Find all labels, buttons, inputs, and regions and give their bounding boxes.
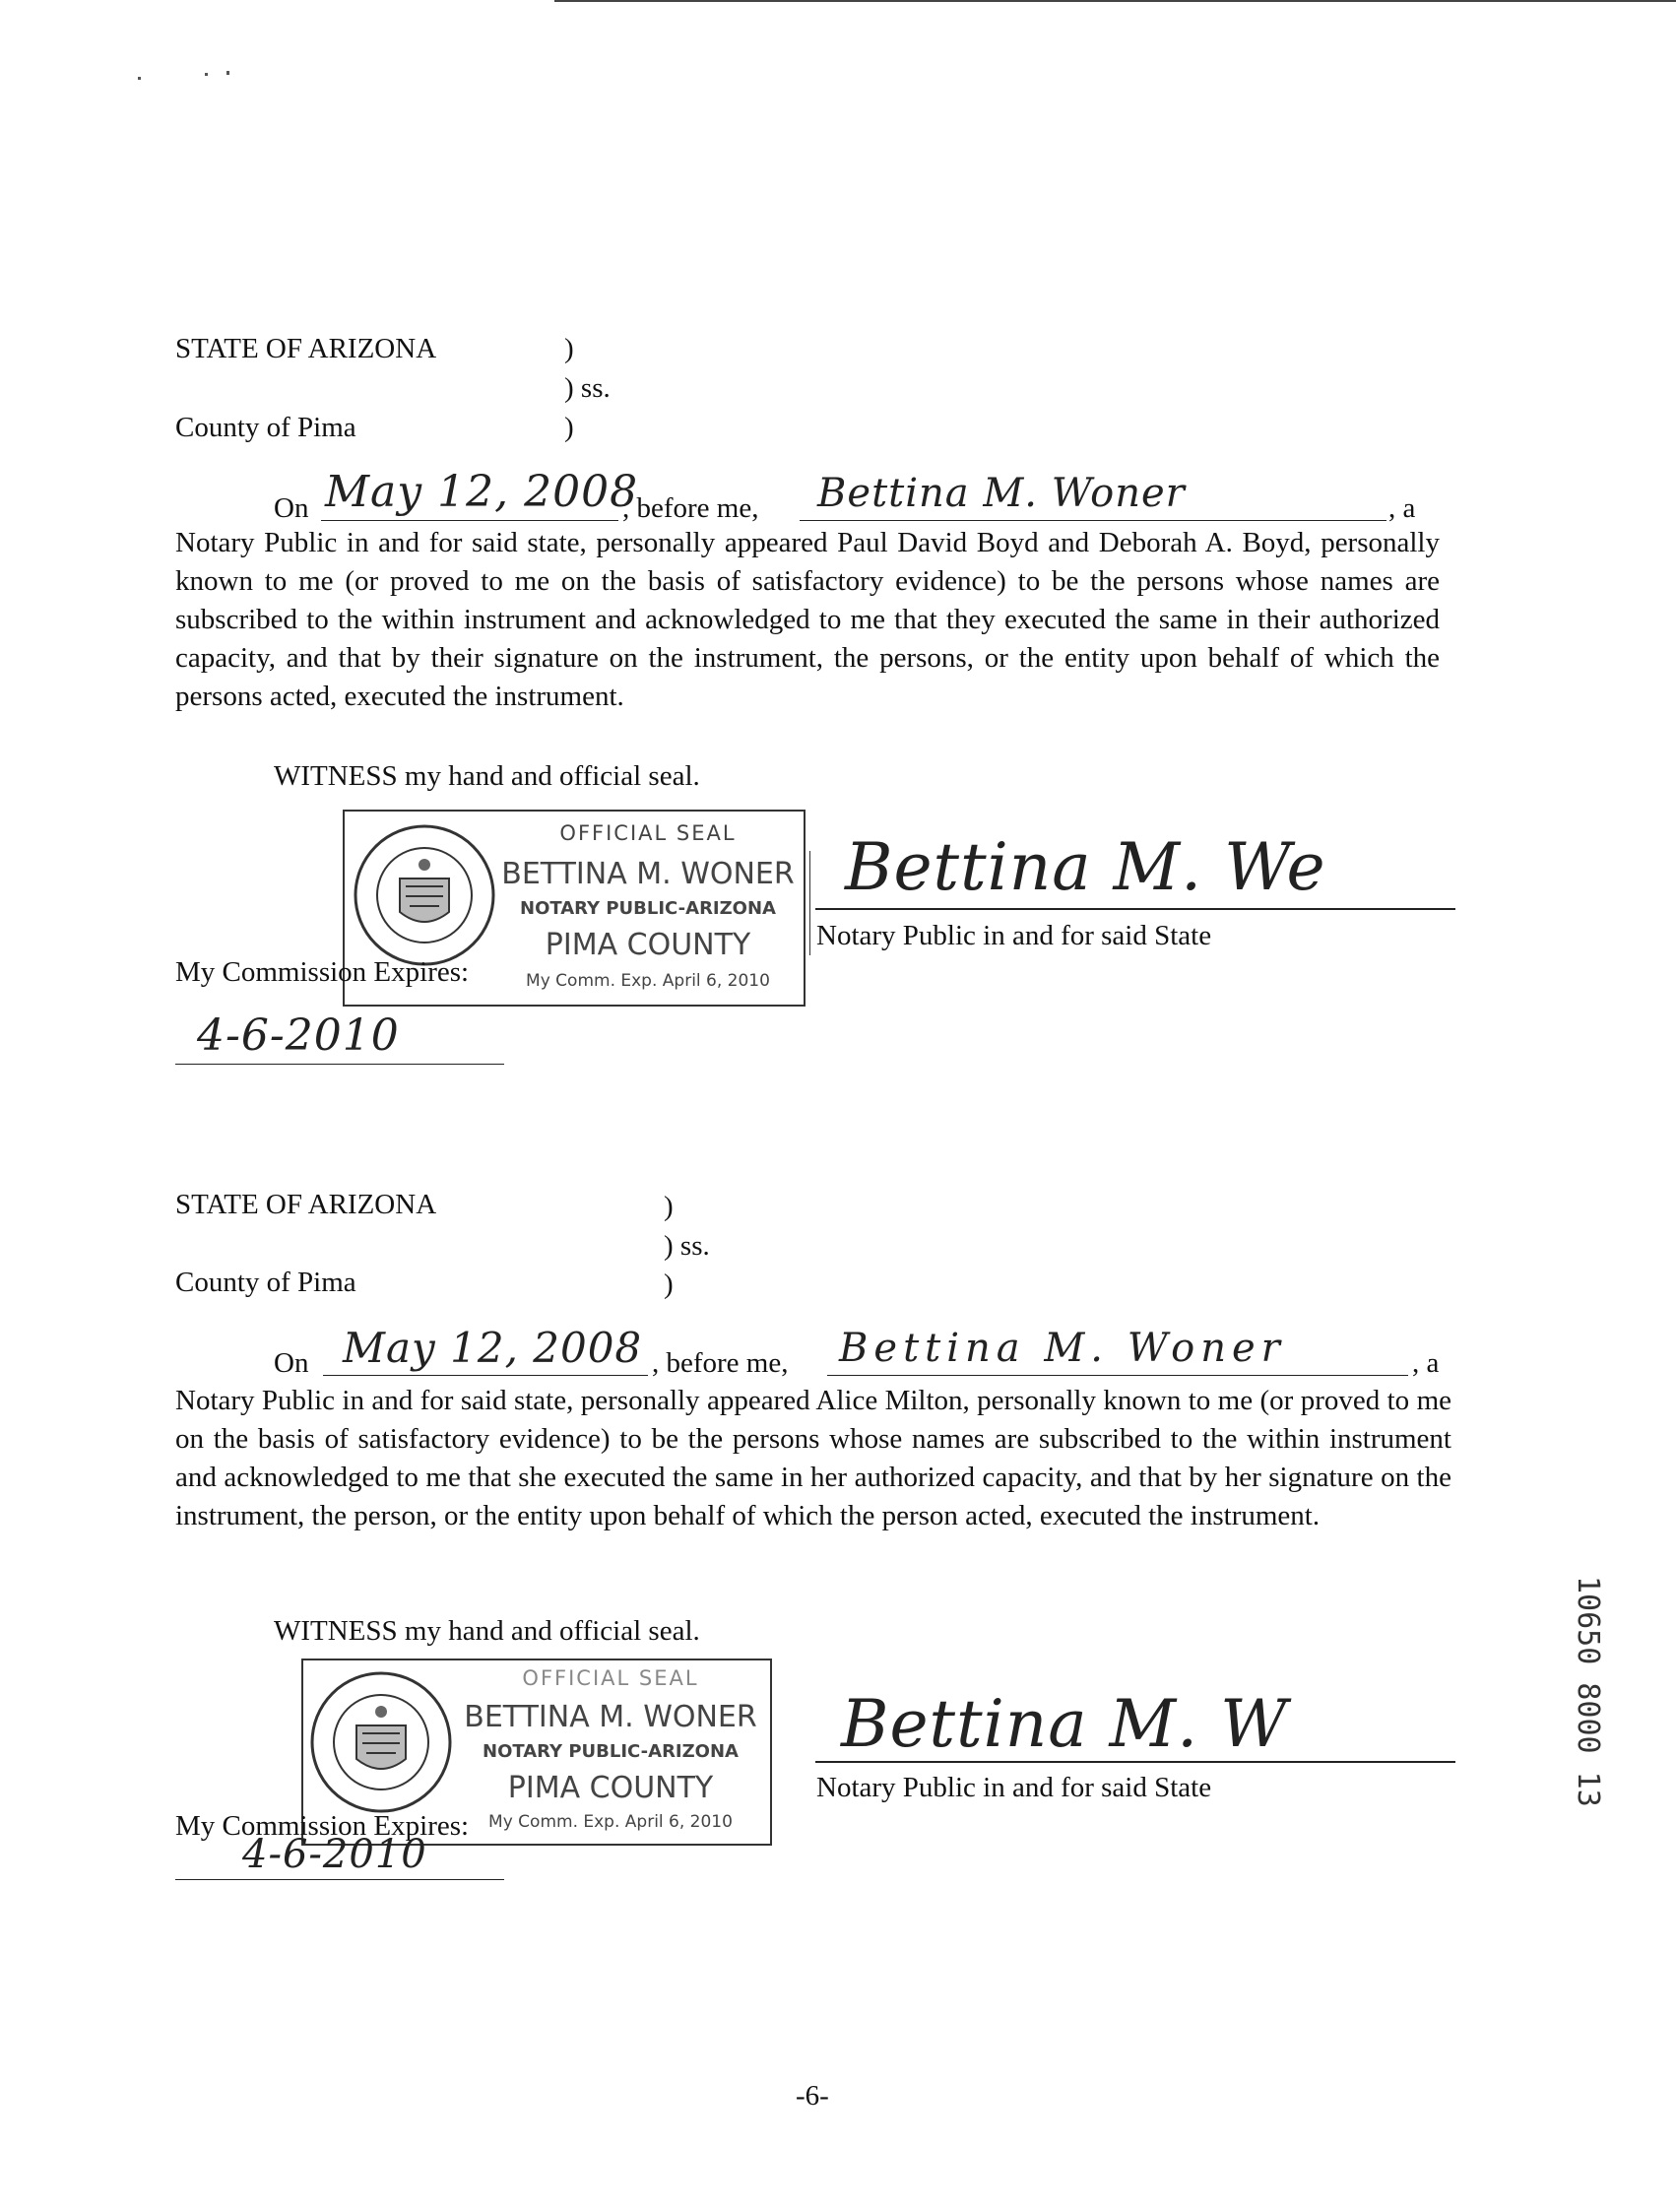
handwritten-date: May 12, 2008 xyxy=(325,467,639,517)
signature-line xyxy=(815,827,1455,910)
scan-speck xyxy=(205,73,208,76)
notary-title-label: Notary Public in and for said State xyxy=(816,1772,1212,1803)
handwritten-date: May 12, 2008 xyxy=(343,1324,643,1372)
notary-name-blank xyxy=(827,1326,1408,1376)
acknowledgment-body: Notary Public in and for said state, personally appeared Paul David Boyd and Deborah A. Boyd, personally known to me (or proved to me on the basis of satisfactory evidence) to be the persons whose names are subscribed to the within instrument and acknowledged to me that they executed the same in their authorized capacity, and that by their signature on the instrument, the persons, or the entity upon behalf of which the persons acted, executed the instrument. xyxy=(175,527,1440,712)
handwritten-notary-name: Bettina M. Woner xyxy=(839,1326,1286,1371)
commission-label: My Commission Expires: xyxy=(175,1810,470,1842)
on-word: On xyxy=(274,1347,309,1379)
seal-county: PIMA COUNTY xyxy=(507,1771,714,1805)
seal-title: NOTARY PUBLIC-ARIZONA xyxy=(483,1741,739,1762)
venue-paren: ) xyxy=(664,1269,674,1300)
a-word: , a xyxy=(1412,1347,1440,1379)
signature-line xyxy=(815,1686,1455,1763)
venue-paren: ) xyxy=(564,412,574,443)
seal-county: PIMA COUNTY xyxy=(545,928,751,962)
witness-line: WITNESS my hand and official seal. xyxy=(274,1615,700,1647)
notary-signature: Bettina M. We xyxy=(845,829,1326,905)
commission-date-blank xyxy=(175,1010,504,1065)
venue-ss: ) ss. xyxy=(664,1230,710,1262)
handwritten-commission-date: 4-6-2010 xyxy=(197,1010,400,1061)
witness-line: WITNESS my hand and official seal. xyxy=(274,760,700,792)
seal-name: BETTINA M. WONER xyxy=(464,1700,757,1734)
county-heading: County of Pima xyxy=(175,1267,356,1298)
seal-official: OFFICIAL SEAL xyxy=(522,1666,699,1690)
state-heading: STATE OF ARIZONA xyxy=(175,333,437,364)
notary-name-blank xyxy=(800,471,1386,521)
commission-date-blank xyxy=(175,1832,504,1880)
seal-title: NOTARY PUBLIC-ARIZONA xyxy=(520,898,776,919)
date-blank xyxy=(321,467,639,521)
state-seal-emblem xyxy=(307,1668,455,1816)
a-word: , a xyxy=(1388,492,1416,524)
on-word: On xyxy=(274,492,309,524)
before-me-text: , before me, xyxy=(622,492,759,524)
signature-divider xyxy=(809,851,810,955)
venue-paren: ) xyxy=(564,333,574,364)
seal-expiration: My Comm. Exp. April 6, 2010 xyxy=(488,1812,733,1832)
notary-title-label: Notary Public in and for said State xyxy=(816,920,1212,951)
before-me-text: , before me, xyxy=(652,1347,789,1379)
county-heading: County of Pima xyxy=(175,412,356,443)
date-blank xyxy=(323,1324,648,1376)
state-seal-emblem xyxy=(351,821,498,969)
notary-signature: Bettina M. W xyxy=(841,1686,1288,1762)
seal-official: OFFICIAL SEAL xyxy=(559,821,737,845)
recording-number-stamp: 10650 8000 13 xyxy=(1571,1576,1605,1807)
state-heading: STATE OF ARIZONA xyxy=(175,1189,437,1220)
scan-top-rule xyxy=(554,0,1676,2)
scan-speck xyxy=(226,71,229,75)
venue-paren: ) xyxy=(664,1191,674,1222)
scan-speck xyxy=(138,77,141,80)
handwritten-commission-date: 4-6-2010 xyxy=(242,1832,427,1877)
seal-expiration: My Comm. Exp. April 6, 2010 xyxy=(526,971,770,991)
acknowledgment-body: Notary Public in and for said state, personally appeared Alice Milton, personally known to me (or proved to me on the basis of satisfactory evidence) to be the persons whose names are subscribed to the within instrument and acknowledged to me that she executed the same in her authorized capacity, and that by her signature on the instrument, the person, or the entity upon behalf of which the person acted, executed the instrument. xyxy=(175,1385,1451,1531)
page-number: -6- xyxy=(796,2080,829,2112)
seal-name: BETTINA M. WONER xyxy=(501,857,795,891)
venue-ss: ) ss. xyxy=(564,372,611,404)
commission-label: My Commission Expires: xyxy=(175,956,470,988)
handwritten-notary-name: Bettina M. Woner xyxy=(817,471,1186,516)
